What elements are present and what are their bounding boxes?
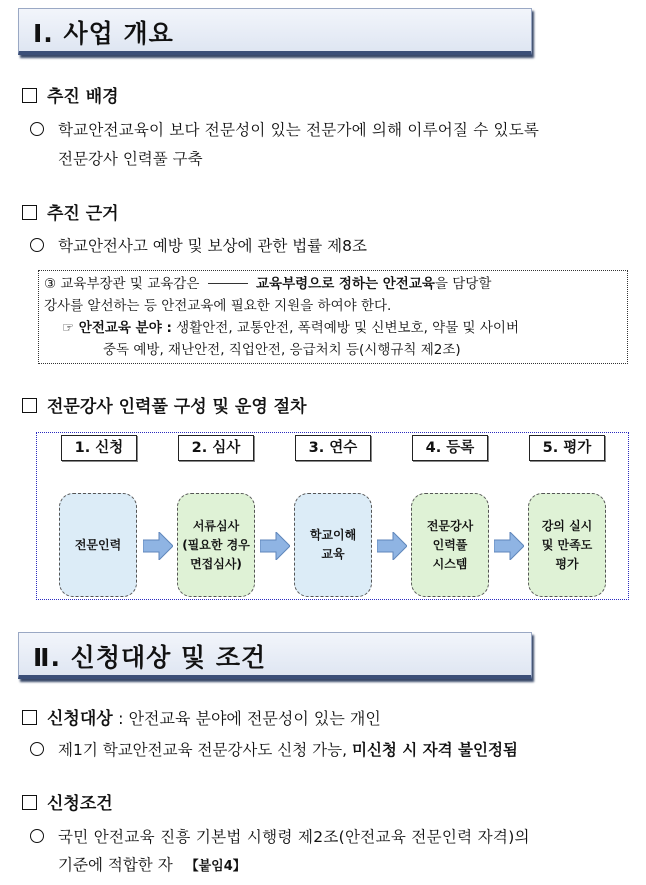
flow-node-1: 전문인력 — [59, 493, 137, 597]
checkbox-square-icon — [22, 205, 37, 220]
section1-title: Ⅰ. 사업 개요 — [33, 19, 174, 48]
right-arrow-icon — [377, 532, 407, 560]
checkbox-square-icon — [22, 710, 37, 725]
background-text: 학교안전교육이 보다 전문성이 있는 전문가에 의해 이루어질 수 있도록 — [30, 116, 630, 144]
conditions-text: 국민 안전교육 진흥 기본법 시행령 제2조(안전교육 전문인력 자격)의 — [30, 823, 630, 851]
background-text-2: 전문강사 인력풀 구축 — [58, 150, 203, 168]
section2-header — [18, 632, 532, 679]
circle-bullet-icon — [30, 238, 44, 252]
flow-node-2: 서류심사 (필요한 경우 면접심사) — [177, 493, 255, 597]
flow-node-4: 전문강사 인력풀 시스템 — [411, 493, 489, 597]
law-reference-line2: 강사를 알선하는 등 안전교육에 필요한 지원을 하여야 한다. — [44, 298, 392, 314]
step-label-5: 5. 평가 — [529, 435, 605, 461]
target-item: 제1기 학교안전교육 전문강사도 신청 가능, 미신청 시 자격 불인정됨 — [30, 736, 518, 764]
law-reference-line1: ③ 교육부장관 및 교육감은 교육부령으로 정하는 안전교육을 담당할 — [44, 276, 492, 292]
checkbox-square-icon — [22, 795, 37, 810]
omission-mark — [208, 283, 248, 284]
section1-header — [18, 8, 532, 55]
step-label-3: 3. 연수 — [295, 435, 371, 461]
circle-bullet-icon — [30, 122, 44, 136]
target-heading: 신청대상 : 안전교육 분야에 전문성이 있는 개인 — [22, 704, 381, 729]
circle-bullet-icon — [30, 829, 44, 843]
conditions-heading: 신청조건 — [22, 789, 113, 814]
step-label-2: 2. 심사 — [178, 435, 254, 461]
right-arrow-icon — [260, 532, 290, 560]
checkbox-square-icon — [22, 398, 37, 413]
flow-node-3: 학교이해 교육 — [294, 493, 372, 597]
conditions-text-2: 기준에 적합한 자 【붙임4】 — [58, 856, 246, 874]
circle-bullet-icon — [30, 742, 44, 756]
checkbox-square-icon — [22, 88, 37, 103]
right-arrow-icon — [143, 532, 173, 560]
section2-title: Ⅱ. 신청대상 및 조건 — [33, 643, 267, 672]
law-reference-note-2: 중독 예방, 재난안전, 직업안전, 응급처치 등(시행규칙 제2조) — [103, 342, 461, 358]
process-heading: 전문강사 인력풀 구성 및 운영 절차 — [22, 392, 307, 417]
right-arrow-icon — [494, 532, 524, 560]
step-label-1: 1. 신청 — [61, 435, 137, 461]
basis-heading: 추진 근거 — [22, 199, 119, 224]
flow-node-5: 강의 실시 및 만족도 평가 — [528, 493, 606, 597]
law-reference-note: ☞ 안전교육 분야 : 생활안전, 교통안전, 폭력예방 및 신변보호, 약물 및 사이버 — [62, 320, 520, 336]
background-heading: 추진 배경 — [22, 82, 119, 107]
basis-item: 학교안전사고 예방 및 보상에 관한 법률 제8조 — [30, 232, 367, 260]
attachment-tag: 【붙임4】 — [185, 859, 246, 874]
step-label-4: 4. 등록 — [412, 435, 488, 461]
